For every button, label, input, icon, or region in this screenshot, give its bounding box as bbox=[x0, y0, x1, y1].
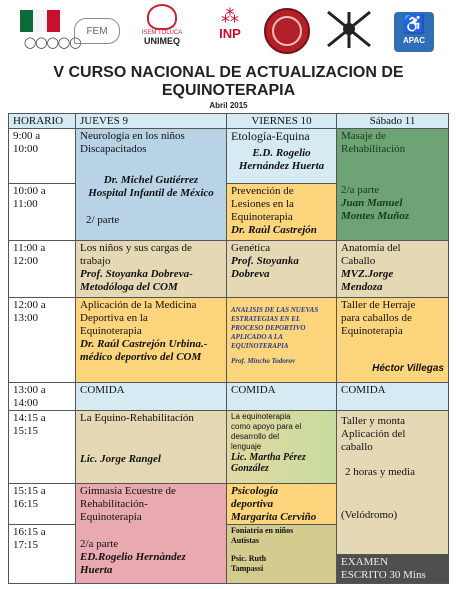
session-etologia: Etología-Equina E.D. Rogelio Hernández Huerta bbox=[226, 128, 337, 184]
mexico-flag-logo bbox=[20, 10, 60, 32]
heart-icon bbox=[147, 4, 177, 30]
session-examen: EXAMEN ESCRITO 30 Mins bbox=[336, 554, 449, 584]
apac-logo: ♿ APAC bbox=[394, 12, 434, 52]
page-title: V CURSO NACIONAL DE ACTUALIZACION DE bbox=[53, 64, 404, 81]
header-thursday: JUEVES 9 bbox=[75, 113, 227, 129]
session-taller-monta: Taller y monta Aplicación del caballo 2 horas y media (Velódromo) bbox=[336, 410, 449, 555]
unimeq-logo: ISEM TOLUCA UNIMEQ bbox=[130, 4, 194, 46]
time-slot-2: 10:00 a 11:00 bbox=[8, 183, 76, 241]
fem-logo: FEM bbox=[74, 18, 120, 44]
time-slot-7: 15:15 a 16:15 bbox=[8, 483, 76, 525]
time-slot-8: 16:15 a 17:15 bbox=[8, 524, 76, 584]
inp-logo: ⁂ INP bbox=[219, 6, 241, 41]
time-slot-6: 14:15 a 15:15 bbox=[8, 410, 76, 484]
session-psicologia-deportiva: Psicología deportiva Margarita Cerviño bbox=[226, 483, 337, 525]
seal-inner-ring bbox=[272, 16, 302, 46]
session-genetica: Genética Prof. Stoyanka Dobreva bbox=[226, 240, 337, 298]
session-gimnasia-ecuestre: Gimnasia Ecuestre de Rehabilitación- Equinoterapia 2/a parte ED.Rogelio Hernàndez Huerta bbox=[75, 483, 227, 584]
session-medicina-deportiva: Aplicación de la Medicina Deportiva en la Equinoterapia Dr. Raúl Castrejón Urbina.- médico deportivo del COM bbox=[75, 297, 227, 383]
session-equino-rehabilitacion: La Equino-Rehabilitación Lic. Jorge Rangel bbox=[75, 410, 227, 484]
session-neurologia: Neurología en los niños Discapacitados Dr. Michel Gutiérrez Hospital Infantil de México 2/ parte bbox=[75, 128, 227, 241]
session-anatomia: Anatomía del Caballo MVZ.Jorge Mendoza bbox=[336, 240, 449, 298]
header-horario: HORARIO bbox=[8, 113, 76, 129]
header-friday: VIERNES 10 bbox=[226, 113, 337, 129]
lunch-thursday: COMIDA bbox=[75, 382, 227, 411]
time-slot-4: 12:00 a 13:00 bbox=[8, 297, 76, 383]
session-prevencion-lesiones: Prevención de Lesiones en la Equinoterapia Dr. Raúl Castrejón bbox=[226, 183, 337, 241]
wheelchair-icon: ♿ bbox=[402, 14, 426, 34]
page-title-line2: EQUINOTERAPIA bbox=[161, 82, 296, 99]
crossed-weapons-logo bbox=[324, 10, 374, 50]
page-date: Abril 2015 bbox=[209, 101, 248, 110]
session-masaje: Masaje de Rehabilitación 2/a parte Juan Manuel Montes Muñoz bbox=[336, 128, 449, 241]
logo-strip bbox=[18, 4, 443, 56]
session-analisis-estrategias: ANALISIS DE LAS NUEVAS ESTRATEGIAS EN EL PROCESO DEPORTIVO APLICADO A LA EQUINOTERAPIA Prof. Mincho Todorov bbox=[226, 297, 337, 383]
lunch-friday: COMIDA bbox=[226, 382, 337, 411]
header-saturday: Sábado 11 bbox=[336, 113, 449, 129]
time-slot-3: 11:00 a 12:00 bbox=[8, 240, 76, 298]
olympic-rings-logo: ◯◯◯◯◯ bbox=[24, 36, 81, 49]
lunch-saturday: COMIDA bbox=[336, 382, 449, 411]
time-slot-1: 9:00 a 10:00 bbox=[8, 128, 76, 184]
session-taller-herraje: Taller de Herraje para caballos de Equinoterapia Héctor Villegas bbox=[336, 297, 449, 383]
session-ninos-cargas: Los niños y sus cargas de trabajo Prof. Stoyanka Dobreva- Metodóloga del COM bbox=[75, 240, 227, 298]
session-foniatria: Foniatría en niños Autistas Psic. Ruth Tampassi bbox=[226, 524, 337, 584]
time-slot-5: 13:00 a 14:00 bbox=[8, 382, 76, 411]
session-lenguaje: La equinoterapia como apoyo para el desarrollo del lenguaje Lic. Martha Pérez González bbox=[226, 410, 337, 484]
